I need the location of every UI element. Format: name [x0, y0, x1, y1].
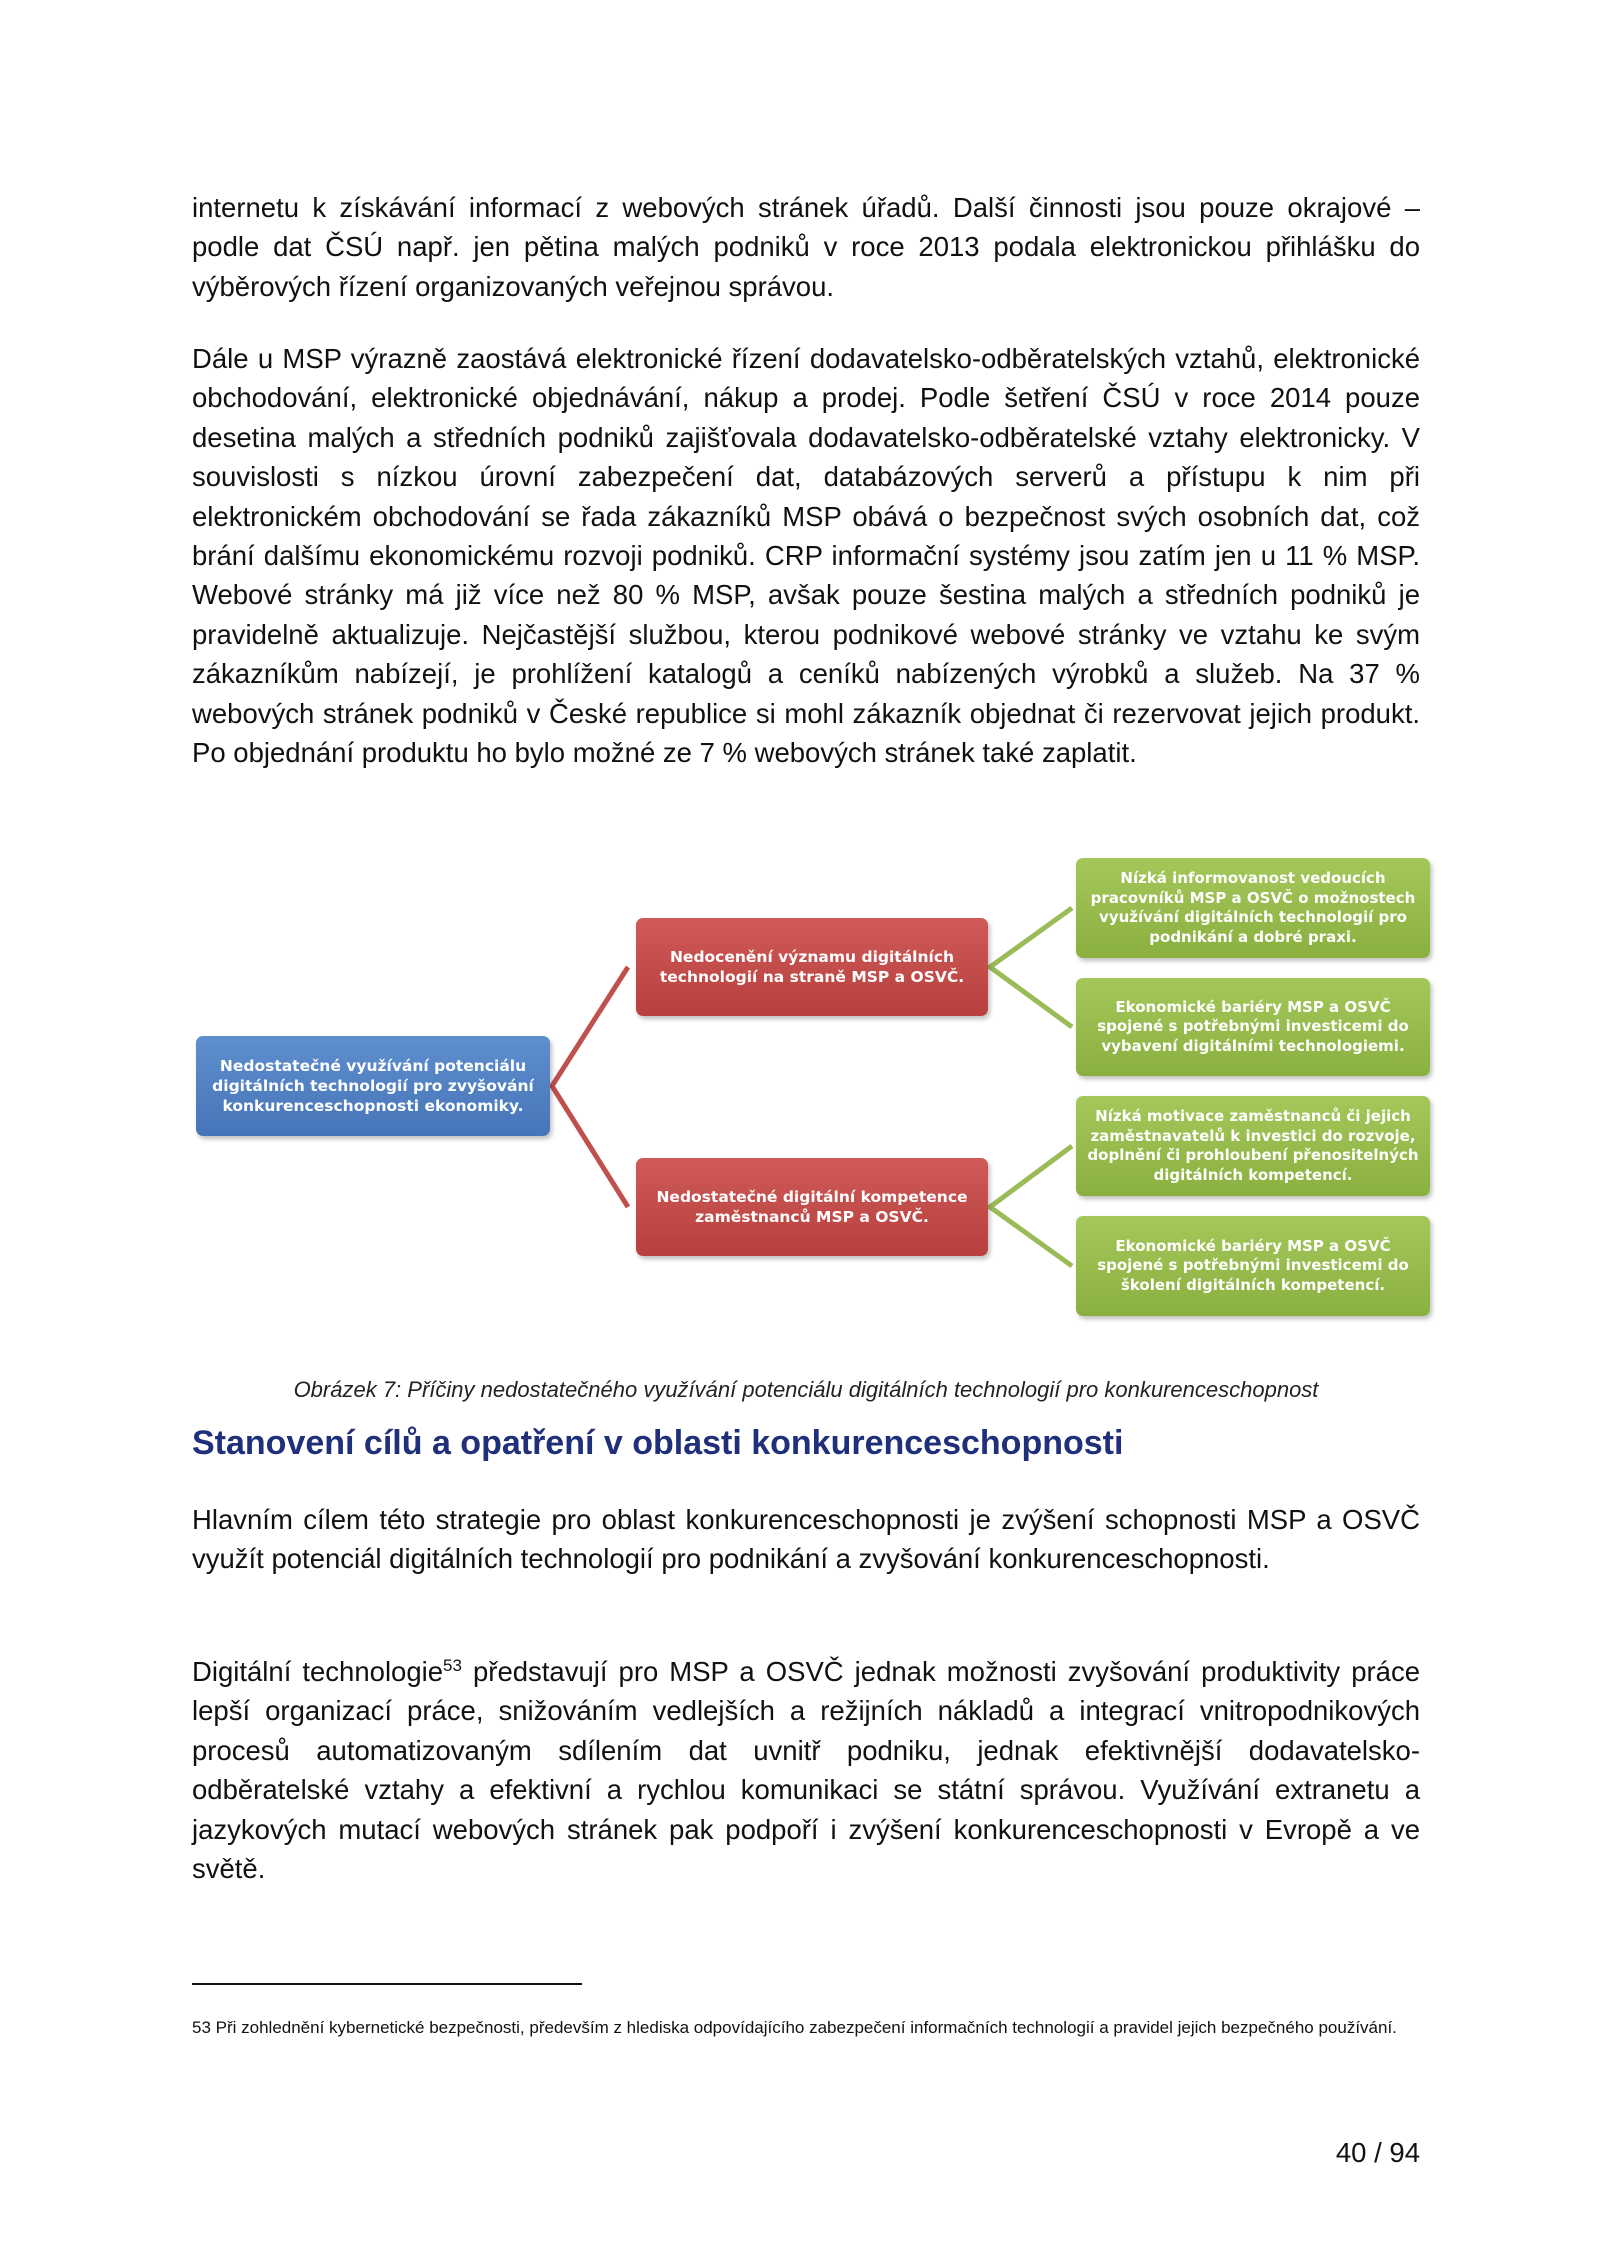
connector-root-branch1 [552, 967, 628, 1207]
paragraph-4-start: Digitální technologie [192, 1656, 444, 1687]
diagram-leaf-node-2: Ekonomické bariéry MSP a OSVČ spojené s potřebnými investicemi do vybavení digitálními technologiemi. [1076, 978, 1430, 1076]
diagram-branch-node-1: Nedocenění významu digitálních technologií na straně MSP a OSVČ. [636, 918, 988, 1016]
diagram-branch-node-2: Nedostatečné digitální kompetence zaměstnanců MSP a OSVČ. [636, 1158, 988, 1256]
diagram-root-node: Nedostatečné využívání potenciálu digitálních technologií pro zvyšování konkurenceschopnosti ekonomiky. [196, 1036, 550, 1136]
connector-branch2-leaves [990, 1146, 1072, 1266]
page-number: 40 / 94 [1335, 2137, 1420, 2168]
paragraph-4-rest: představují pro MSP a OSVČ jednak možnosti zvyšování produktivity práce lepší organizací práce, snižováním vedlejších a režijních nákladů a integrací vnitropodnikových procesů automatizovaným sdílením dat uvnitř podniku, jednak efektivnější dodavatelsko-odběratelské vztahy a efektivní a rychlou komunikaci se státní správou. Využívání extranetu a jazykových mutací webových stránek pak podpoří i zvýšení konkurenceschopnosti v Evropě a ve světě. [192, 1656, 1420, 1885]
connector-branch1-leaves [990, 908, 1072, 1027]
paragraph-2: Dále u MSP výrazně zaostává elektronické řízení dodavatelsko-odběratelských vztahů, elektronické obchodování, elektronické objednávání, nákup a prodej. Podle šetření ČSÚ v roce 2014 pouze desetina malých a středních podniků zajišťovala dodavatelsko-odběratelské vztahy elektronicky. V souvislosti s nízkou úrovní zabezpečení dat, databázových serverů a přístupu k nim při elektronickém obchodování se řada zákazníků MSP obává o bezpečnost svých osobních dat, což brání dalšímu ekonomickému rozvoji podniků. CRP informační systémy jsou zatím jen u 11 % MSP. Webové stránky má již více než 80 % MSP, avšak pouze šestina malých a středních podniků je pravidelně aktualizuje. Nejčastější službou, kterou podnikové webové stránky ve vztahu ke svým zákazníkům nabízejí, je prohlížení katalogů a ceníků nabízených výrobků a služeb. Na 37 % webových stránek podniků v České republice si mohl zákazník objednat či rezervovat jejich produkt. Po objednání produktu ho bylo možné ze 7 % webových stránek také zaplatit. [192, 343, 1420, 769]
figure-caption: Obrázek 7: Příčiny nedostatečného využívání potenciálu digitálních technologií pro konkurenceschopnost [293, 1377, 1319, 1402]
footnote-text: 53 Při zohlednění kybernetické bezpečnosti, především z hlediska odpovídajícího zabezpečení informačních technologií a pravidel jejich bezpečného používání. [192, 2018, 1397, 2037]
section-heading: Stanovení cílů a opatření v oblasti konkurenceschopnosti [192, 1424, 1124, 1462]
diagram-leaf-node-1: Nízká informovanost vedoucích pracovníků MSP a OSVČ o možnostech využívání digitálních technologií pro podnikání a dobré praxi. [1076, 858, 1430, 958]
footnote-divider [192, 1983, 582, 1985]
paragraph-3: Hlavním cílem této strategie pro oblast konkurenceschopnosti je zvýšení schopnosti MSP a OSVČ využít potenciál digitálních technologií pro podnikání a zvyšování konkurenceschopnosti. [192, 1504, 1420, 1575]
diagram-leaf-node-4: Ekonomické bariéry MSP a OSVČ spojené s potřebnými investicemi do školení digitálních kompetencí. [1076, 1216, 1430, 1316]
footnote-reference[interactable]: 53 [443, 1655, 462, 1675]
paragraph-4 [192, 1652, 1420, 1888]
paragraph-1: internetu k získávání informací z webových stránek úřadů. Další činnosti jsou pouze okrajové – podle dat ČSÚ např. jen pětina malých podniků v roce 2013 podala elektronickou přihlášku do výběrových řízení organizovaných veřejnou správou. [192, 192, 1420, 302]
diagram-leaf-node-3: Nízká motivace zaměstnanců či jejich zaměstnavatelů k investici do rozvoje, doplnění či prohloubení přenositelných digitálních kompetencí. [1076, 1096, 1430, 1196]
